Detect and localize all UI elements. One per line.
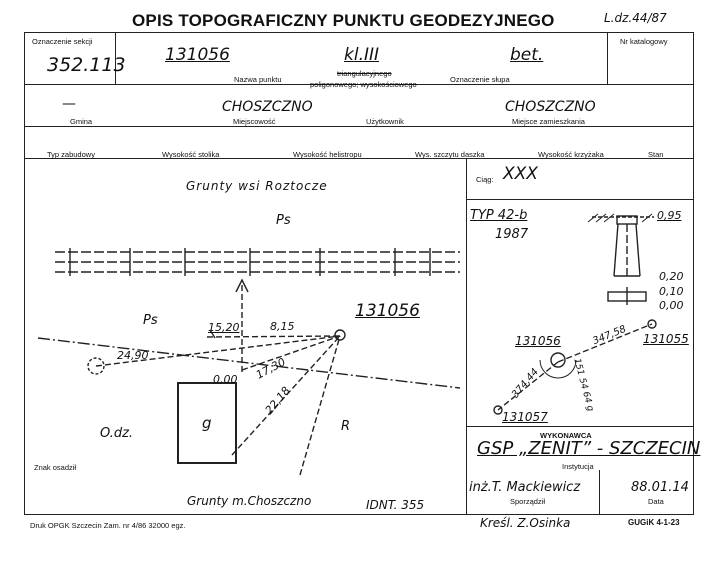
marker-setter-label: Znak osadził: [34, 463, 77, 472]
depth-0-00: 0,00: [659, 299, 684, 312]
ciag-value: XXX: [503, 164, 538, 184]
section-label: Oznaczenie sekcji: [32, 37, 93, 46]
marker-label: Oznaczenie słupa: [450, 75, 510, 84]
distance-24-90: 24,90: [117, 349, 149, 362]
sketch-bottom-label: Grunty m.Choszczno: [187, 494, 312, 508]
gmina-value: —: [62, 96, 76, 112]
struck-label-polygon: poligonowego; wysokościowego: [310, 80, 417, 89]
contractor-label: WYKONAWCA: [540, 431, 592, 440]
sketch-point-label: 131056: [355, 301, 420, 321]
building-label: g: [202, 414, 212, 432]
struck-label-triangulation: triangulacyjnego: [337, 69, 392, 78]
land-use-odz: O.dz.: [100, 426, 134, 441]
land-use-r: R: [341, 419, 351, 434]
locality-label: Miejscowość: [233, 117, 276, 126]
distance-22-18: 22,18: [262, 384, 293, 417]
ciag-label: Ciąg:: [476, 175, 494, 184]
locality-value: CHOSZCZNO: [222, 99, 313, 115]
drawn-by: Kreśl. Z.Osinka: [480, 516, 571, 530]
heliotrope-height-label: Wysokość helistropu: [293, 150, 362, 159]
section-value: 352.113: [47, 54, 126, 76]
depth-0-10: 0,10: [659, 285, 684, 298]
monument-year: 1987: [495, 227, 529, 242]
distance-17-30: 17,30: [253, 355, 288, 382]
institution-label: Instytucja: [562, 462, 594, 471]
point-class: kl.III: [344, 45, 380, 65]
residence-label: Miejsce zamieszkania: [512, 117, 585, 126]
print-info: Druk OPGK Szczecin Zam. nr 4/86 32000 egz.: [30, 521, 186, 530]
form-code: GUGiK 4-1-23: [628, 518, 680, 527]
depth-0-20: 0,20: [659, 270, 684, 283]
author-date: 88.01.14: [631, 480, 689, 495]
table-height-label: Wysokość stolika: [162, 150, 220, 159]
point-a-label: 131056: [515, 334, 561, 348]
marker-type: bet.: [510, 45, 544, 65]
roof-height-label: Wys. szczytu daszka: [415, 150, 485, 159]
point-name: 131056: [165, 45, 230, 65]
document-title: OPIS TOPOGRAFICZNY PUNKTU GEODEZYJNEGO: [132, 11, 555, 30]
land-use-ps-top: Ps: [276, 213, 291, 228]
building-type-label: Typ zabudowy: [47, 150, 95, 159]
distance-8-15: 8,15: [270, 320, 295, 333]
monument-type: TYP 42-b: [470, 208, 528, 223]
zero-offset-label: 0,00: [213, 373, 238, 386]
distance-347-58: 347,58: [591, 323, 628, 348]
angle-value: 151 54 64 g: [571, 357, 596, 413]
user-label: Użytkownik: [366, 117, 404, 126]
land-use-ps-left: Ps: [143, 313, 158, 328]
sketch-top-label: Grunty wsi Roztocze: [186, 179, 328, 193]
distance-374-44: 374,44: [510, 366, 541, 401]
state-label: Stan: [648, 150, 664, 159]
point-c-label: 131057: [502, 410, 548, 424]
catalog-label: Nr katalogowy: [620, 37, 668, 46]
document-reference: L.dz.44/87: [604, 11, 667, 25]
gmina-label: Gmina: [70, 117, 93, 126]
residence-value: CHOSZCZNO: [505, 99, 596, 115]
distance-15-20: 15,20: [208, 321, 240, 334]
depth-0-95: 0,95: [657, 209, 682, 222]
point-b-label: 131055: [643, 332, 689, 346]
author-name: inż.T. Mackiewicz: [469, 480, 581, 495]
author-label: Sporządził: [510, 497, 546, 506]
date-label: Data: [648, 497, 664, 506]
idnt-label: IDNT. 355: [366, 498, 425, 512]
contractor-name: GSP „ZENIT” - SZCZECIN: [477, 438, 701, 459]
cross-height-label: Wysokość krzyżaka: [538, 150, 604, 159]
point-name-label: Nazwa punktu: [234, 75, 282, 84]
